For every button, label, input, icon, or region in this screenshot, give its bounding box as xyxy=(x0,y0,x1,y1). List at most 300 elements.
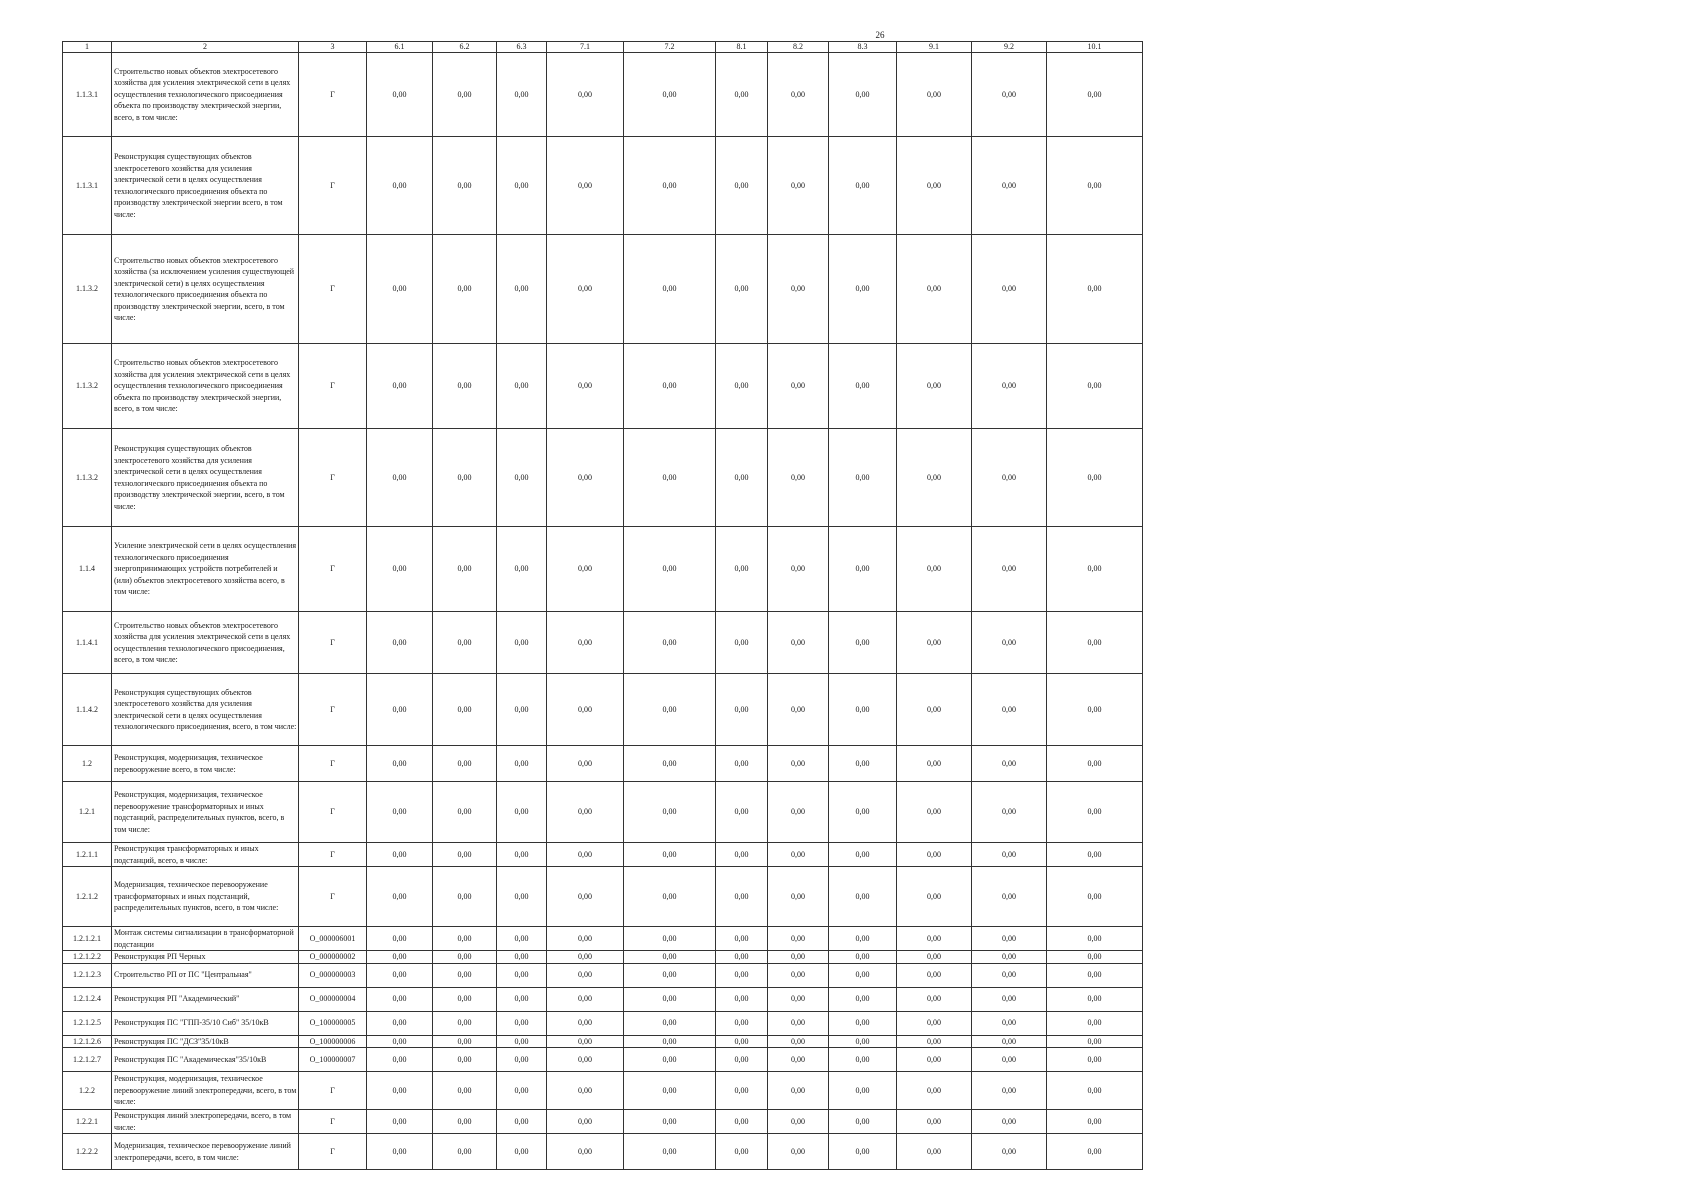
row-code-cell: 1.2.1.2 xyxy=(63,867,112,927)
row-value-cell: 0,00 xyxy=(497,927,547,951)
row-value-cell: 0,00 xyxy=(829,951,897,964)
row-code-cell: 1.1.4.2 xyxy=(63,674,112,746)
row-value-cell: 0,00 xyxy=(829,344,897,429)
row-value-cell: 0,00 xyxy=(497,53,547,137)
row-value-cell: 0,00 xyxy=(716,674,768,746)
row-value-cell: 0,00 xyxy=(716,527,768,612)
row-value-cell: 0,00 xyxy=(768,1048,829,1072)
row-value-cell: 0,00 xyxy=(547,674,624,746)
row-value-cell: 0,00 xyxy=(716,963,768,987)
row-value-cell: 0,00 xyxy=(433,235,497,344)
row-identifier-cell: Г xyxy=(299,235,367,344)
row-value-cell: 0,00 xyxy=(497,1072,547,1110)
row-value-cell: 0,00 xyxy=(768,1110,829,1134)
row-value-cell: 0,00 xyxy=(367,746,433,782)
row-code-cell: 1.1.4.1 xyxy=(63,612,112,674)
row-value-cell: 0,00 xyxy=(972,782,1047,843)
row-value-cell: 0,00 xyxy=(433,344,497,429)
row-value-cell: 0,00 xyxy=(497,867,547,927)
row-value-cell: 0,00 xyxy=(716,1110,768,1134)
row-value-cell: 0,00 xyxy=(497,674,547,746)
row-code-cell: 1.1.3.2 xyxy=(63,429,112,527)
row-value-cell: 0,00 xyxy=(433,429,497,527)
row-value-cell: 0,00 xyxy=(624,1035,716,1048)
row-identifier-cell: Г xyxy=(299,612,367,674)
row-code-cell: 1.2 xyxy=(63,746,112,782)
row-description-cell: Усиление электрической сети в целях осуществления технологического присоединения энергопринимающих устройств потребителей и (или) объектов электросетевого хозяйства всего, в том числе: xyxy=(112,527,299,612)
row-value-cell: 0,00 xyxy=(547,843,624,867)
table-row xyxy=(63,1110,1143,1134)
row-value-cell: 0,00 xyxy=(547,746,624,782)
row-value-cell: 0,00 xyxy=(768,1134,829,1170)
row-value-cell: 0,00 xyxy=(367,674,433,746)
row-value-cell: 0,00 xyxy=(1047,1048,1143,1072)
row-description-cell: Реконструкция существующих объектов электросетевого хозяйства для усиления электрической сети в целях осуществления технологического присоединения объекта по производству электрической энергии, всего, в том числе: xyxy=(112,429,299,527)
row-value-cell: 0,00 xyxy=(768,1011,829,1035)
row-value-cell: 0,00 xyxy=(547,53,624,137)
header-cell: 8.3 xyxy=(829,42,897,53)
row-value-cell: 0,00 xyxy=(624,429,716,527)
row-value-cell: 0,00 xyxy=(624,746,716,782)
row-value-cell: 0,00 xyxy=(768,429,829,527)
row-value-cell: 0,00 xyxy=(547,1011,624,1035)
row-code-cell: 1.2.1.2.5 xyxy=(63,1011,112,1035)
row-value-cell: 0,00 xyxy=(829,527,897,612)
header-cell: 10.1 xyxy=(1047,42,1143,53)
row-value-cell: 0,00 xyxy=(547,987,624,1011)
row-value-cell: 0,00 xyxy=(547,429,624,527)
row-value-cell: 0,00 xyxy=(716,53,768,137)
row-value-cell: 0,00 xyxy=(1047,927,1143,951)
row-identifier-cell: O_000000002 xyxy=(299,951,367,964)
row-code-cell: 1.2.1.1 xyxy=(63,843,112,867)
row-value-cell: 0,00 xyxy=(972,927,1047,951)
row-description-cell: Строительство новых объектов электросетевого хозяйства для усиления электрической сети в целях осуществления технологического присоединения, всего, в том числе: xyxy=(112,612,299,674)
row-value-cell: 0,00 xyxy=(972,1110,1047,1134)
row-description-cell: Реконструкция ПС "Академическая"35/10кВ xyxy=(112,1048,299,1072)
row-value-cell: 0,00 xyxy=(716,1035,768,1048)
row-description-cell: Реконструкция существующих объектов электросетевого хозяйства для усиления электрической сети в целях осуществления технологического присоединения, всего, в том числе: xyxy=(112,674,299,746)
row-value-cell: 0,00 xyxy=(897,53,972,137)
row-description-cell: Реконструкция, модернизация, техническое перевооружение трансформаторных и иных подстанций, распределительных пунктов, всего, в том числе: xyxy=(112,782,299,843)
row-value-cell: 0,00 xyxy=(716,137,768,235)
row-value-cell: 0,00 xyxy=(716,782,768,843)
row-value-cell: 0,00 xyxy=(897,235,972,344)
row-value-cell: 0,00 xyxy=(972,612,1047,674)
row-description-cell: Строительство РП от ПС "Центральная" xyxy=(112,963,299,987)
row-identifier-cell: O_000000003 xyxy=(299,963,367,987)
row-value-cell: 0,00 xyxy=(972,429,1047,527)
row-description-cell: Реконструкция трансформаторных и иных подстанций, всего, в числе: xyxy=(112,843,299,867)
row-code-cell: 1.2.1 xyxy=(63,782,112,843)
row-value-cell: 0,00 xyxy=(897,927,972,951)
row-value-cell: 0,00 xyxy=(1047,867,1143,927)
row-value-cell: 0,00 xyxy=(367,867,433,927)
row-value-cell: 0,00 xyxy=(716,843,768,867)
table-row xyxy=(63,843,1143,867)
row-value-cell: 0,00 xyxy=(972,1072,1047,1110)
row-value-cell: 0,00 xyxy=(367,1048,433,1072)
row-value-cell: 0,00 xyxy=(897,1048,972,1072)
row-value-cell: 0,00 xyxy=(497,1134,547,1170)
row-value-cell: 0,00 xyxy=(768,927,829,951)
table-row xyxy=(63,746,1143,782)
row-value-cell: 0,00 xyxy=(897,963,972,987)
row-identifier-cell: Г xyxy=(299,674,367,746)
row-value-cell: 0,00 xyxy=(547,527,624,612)
row-value-cell: 0,00 xyxy=(829,612,897,674)
row-value-cell: 0,00 xyxy=(1047,1072,1143,1110)
row-code-cell: 1.2.1.2.3 xyxy=(63,963,112,987)
row-value-cell: 0,00 xyxy=(497,235,547,344)
row-code-cell: 1.2.2 xyxy=(63,1072,112,1110)
row-value-cell: 0,00 xyxy=(829,53,897,137)
row-value-cell: 0,00 xyxy=(547,782,624,843)
row-value-cell: 0,00 xyxy=(547,1048,624,1072)
row-value-cell: 0,00 xyxy=(497,963,547,987)
header-cell: 6.2 xyxy=(433,42,497,53)
row-code-cell: 1.2.1.2.6 xyxy=(63,1035,112,1048)
row-value-cell: 0,00 xyxy=(1047,843,1143,867)
row-value-cell: 0,00 xyxy=(547,867,624,927)
row-identifier-cell: O_100000007 xyxy=(299,1048,367,1072)
row-value-cell: 0,00 xyxy=(367,782,433,843)
header-cell: 2 xyxy=(112,42,299,53)
row-code-cell: 1.1.3.1 xyxy=(63,53,112,137)
row-value-cell: 0,00 xyxy=(972,344,1047,429)
row-value-cell: 0,00 xyxy=(433,843,497,867)
row-value-cell: 0,00 xyxy=(972,1035,1047,1048)
row-value-cell: 0,00 xyxy=(897,527,972,612)
header-cell: 7.2 xyxy=(624,42,716,53)
row-value-cell: 0,00 xyxy=(624,137,716,235)
row-value-cell: 0,00 xyxy=(768,527,829,612)
row-value-cell: 0,00 xyxy=(367,344,433,429)
row-description-cell: Реконструкция линий электропередачи, всего, в том числе: xyxy=(112,1110,299,1134)
row-value-cell: 0,00 xyxy=(897,137,972,235)
row-value-cell: 0,00 xyxy=(1047,674,1143,746)
row-value-cell: 0,00 xyxy=(497,1110,547,1134)
row-value-cell: 0,00 xyxy=(624,1110,716,1134)
row-value-cell: 0,00 xyxy=(829,1072,897,1110)
row-identifier-cell: O_100000005 xyxy=(299,1011,367,1035)
row-value-cell: 0,00 xyxy=(829,235,897,344)
row-value-cell: 0,00 xyxy=(716,344,768,429)
row-description-cell: Реконструкция ПС "ДСЗ"35/10кВ xyxy=(112,1035,299,1048)
table-row xyxy=(63,987,1143,1011)
row-value-cell: 0,00 xyxy=(1047,53,1143,137)
row-description-cell: Модернизация, техническое перевооружение линий электропередачи, всего, в том числе: xyxy=(112,1134,299,1170)
row-description-cell: Реконструкция РП Черных xyxy=(112,951,299,964)
table-row xyxy=(63,927,1143,951)
row-value-cell: 0,00 xyxy=(897,1035,972,1048)
row-description-cell: Реконструкция существующих объектов электросетевого хозяйства для усиления электрической сети в целях осуществления технологического присоединения объекта по производству электрической энергии всего, в том числе: xyxy=(112,137,299,235)
table-row xyxy=(63,53,1143,137)
row-value-cell: 0,00 xyxy=(716,429,768,527)
row-value-cell: 0,00 xyxy=(624,951,716,964)
row-value-cell: 0,00 xyxy=(624,927,716,951)
investment-program-table xyxy=(62,41,1143,1170)
row-identifier-cell: Г xyxy=(299,137,367,235)
row-value-cell: 0,00 xyxy=(716,1134,768,1170)
row-value-cell: 0,00 xyxy=(972,843,1047,867)
row-value-cell: 0,00 xyxy=(367,53,433,137)
row-code-cell: 1.2.2.2 xyxy=(63,1134,112,1170)
row-value-cell: 0,00 xyxy=(1047,235,1143,344)
row-value-cell: 0,00 xyxy=(497,527,547,612)
row-code-cell: 1.2.1.2.1 xyxy=(63,927,112,951)
row-value-cell: 0,00 xyxy=(497,612,547,674)
row-value-cell: 0,00 xyxy=(367,963,433,987)
row-code-cell: 1.1.4 xyxy=(63,527,112,612)
row-value-cell: 0,00 xyxy=(433,137,497,235)
row-value-cell: 0,00 xyxy=(367,1110,433,1134)
row-description-cell: Модернизация, техническое перевооружение трансформаторных и иных подстанций, распределительных пунктов, всего, в том числе: xyxy=(112,867,299,927)
row-value-cell: 0,00 xyxy=(972,1134,1047,1170)
row-value-cell: 0,00 xyxy=(367,1011,433,1035)
row-value-cell: 0,00 xyxy=(972,674,1047,746)
row-value-cell: 0,00 xyxy=(367,1035,433,1048)
row-value-cell: 0,00 xyxy=(433,1134,497,1170)
table-row xyxy=(63,1134,1143,1170)
header-cell: 9.2 xyxy=(972,42,1047,53)
row-code-cell: 1.2.1.2.4 xyxy=(63,987,112,1011)
row-value-cell: 0,00 xyxy=(497,782,547,843)
row-value-cell: 0,00 xyxy=(433,746,497,782)
row-value-cell: 0,00 xyxy=(829,1110,897,1134)
row-value-cell: 0,00 xyxy=(716,951,768,964)
row-value-cell: 0,00 xyxy=(972,137,1047,235)
row-value-cell: 0,00 xyxy=(768,137,829,235)
row-value-cell: 0,00 xyxy=(624,235,716,344)
row-value-cell: 0,00 xyxy=(972,746,1047,782)
row-value-cell: 0,00 xyxy=(497,1035,547,1048)
row-value-cell: 0,00 xyxy=(1047,1011,1143,1035)
row-description-cell: Строительство новых объектов электросетевого хозяйства (за исключением усиления существующей электрической сети) в целях осуществления технологического присоединения объекта по производству электрической энергии, всего, в том числе: xyxy=(112,235,299,344)
row-description-cell: Реконструкция РП "Академический" xyxy=(112,987,299,1011)
row-value-cell: 0,00 xyxy=(433,782,497,843)
row-value-cell: 0,00 xyxy=(624,963,716,987)
row-value-cell: 0,00 xyxy=(972,987,1047,1011)
row-value-cell: 0,00 xyxy=(768,951,829,964)
row-value-cell: 0,00 xyxy=(716,1011,768,1035)
header-cell: 9.1 xyxy=(897,42,972,53)
row-value-cell: 0,00 xyxy=(367,1134,433,1170)
row-value-cell: 0,00 xyxy=(1047,1035,1143,1048)
row-identifier-cell: O_000006001 xyxy=(299,927,367,951)
header-cell: 6.1 xyxy=(367,42,433,53)
row-identifier-cell: Г xyxy=(299,1110,367,1134)
row-value-cell: 0,00 xyxy=(1047,963,1143,987)
row-value-cell: 0,00 xyxy=(624,612,716,674)
table-row xyxy=(63,612,1143,674)
row-value-cell: 0,00 xyxy=(367,612,433,674)
row-value-cell: 0,00 xyxy=(547,137,624,235)
row-value-cell: 0,00 xyxy=(624,53,716,137)
row-value-cell: 0,00 xyxy=(497,987,547,1011)
row-value-cell: 0,00 xyxy=(716,1072,768,1110)
row-value-cell: 0,00 xyxy=(897,1072,972,1110)
row-value-cell: 0,00 xyxy=(433,987,497,1011)
row-value-cell: 0,00 xyxy=(768,867,829,927)
row-value-cell: 0,00 xyxy=(547,951,624,964)
table-row xyxy=(63,1011,1143,1035)
row-value-cell: 0,00 xyxy=(624,344,716,429)
row-value-cell: 0,00 xyxy=(1047,137,1143,235)
row-identifier-cell: Г xyxy=(299,782,367,843)
row-value-cell: 0,00 xyxy=(624,1011,716,1035)
table-row xyxy=(63,527,1143,612)
row-value-cell: 0,00 xyxy=(433,963,497,987)
row-value-cell: 0,00 xyxy=(624,674,716,746)
row-value-cell: 0,00 xyxy=(829,1011,897,1035)
row-value-cell: 0,00 xyxy=(367,429,433,527)
row-value-cell: 0,00 xyxy=(768,782,829,843)
row-value-cell: 0,00 xyxy=(624,867,716,927)
row-value-cell: 0,00 xyxy=(1047,987,1143,1011)
row-value-cell: 0,00 xyxy=(433,1011,497,1035)
row-value-cell: 0,00 xyxy=(547,612,624,674)
row-identifier-cell: Г xyxy=(299,843,367,867)
row-value-cell: 0,00 xyxy=(624,527,716,612)
row-identifier-cell: Г xyxy=(299,429,367,527)
row-value-cell: 0,00 xyxy=(433,1072,497,1110)
row-value-cell: 0,00 xyxy=(829,867,897,927)
row-value-cell: 0,00 xyxy=(768,344,829,429)
row-value-cell: 0,00 xyxy=(547,927,624,951)
row-value-cell: 0,00 xyxy=(497,1011,547,1035)
row-value-cell: 0,00 xyxy=(897,843,972,867)
row-description-cell: Монтаж системы сигнализации в трансформаторной подстанции xyxy=(112,927,299,951)
row-value-cell: 0,00 xyxy=(829,674,897,746)
row-value-cell: 0,00 xyxy=(624,843,716,867)
row-value-cell: 0,00 xyxy=(716,235,768,344)
row-code-cell: 1.2.1.2.7 xyxy=(63,1048,112,1072)
row-value-cell: 0,00 xyxy=(768,235,829,344)
row-value-cell: 0,00 xyxy=(497,429,547,527)
row-value-cell: 0,00 xyxy=(768,674,829,746)
row-value-cell: 0,00 xyxy=(768,843,829,867)
row-value-cell: 0,00 xyxy=(972,1011,1047,1035)
row-value-cell: 0,00 xyxy=(716,987,768,1011)
row-value-cell: 0,00 xyxy=(768,1072,829,1110)
row-code-cell: 1.1.3.2 xyxy=(63,344,112,429)
table-row xyxy=(63,429,1143,527)
row-value-cell: 0,00 xyxy=(624,987,716,1011)
header-cell: 7.1 xyxy=(547,42,624,53)
row-value-cell: 0,00 xyxy=(716,1048,768,1072)
row-value-cell: 0,00 xyxy=(624,1134,716,1170)
row-identifier-cell: O_000000004 xyxy=(299,987,367,1011)
row-value-cell: 0,00 xyxy=(367,1072,433,1110)
table-row xyxy=(63,235,1143,344)
row-description-cell: Реконструкция, модернизация, техническое перевооружение всего, в том числе: xyxy=(112,746,299,782)
row-value-cell: 0,00 xyxy=(897,867,972,927)
row-value-cell: 0,00 xyxy=(433,951,497,964)
row-value-cell: 0,00 xyxy=(829,137,897,235)
row-value-cell: 0,00 xyxy=(433,1048,497,1072)
row-value-cell: 0,00 xyxy=(1047,951,1143,964)
row-value-cell: 0,00 xyxy=(367,951,433,964)
row-identifier-cell: Г xyxy=(299,344,367,429)
row-value-cell: 0,00 xyxy=(768,963,829,987)
row-value-cell: 0,00 xyxy=(829,1035,897,1048)
column-number-row xyxy=(63,42,1143,53)
row-value-cell: 0,00 xyxy=(768,746,829,782)
row-value-cell: 0,00 xyxy=(367,137,433,235)
row-identifier-cell: Г xyxy=(299,746,367,782)
row-value-cell: 0,00 xyxy=(433,927,497,951)
row-value-cell: 0,00 xyxy=(972,963,1047,987)
row-value-cell: 0,00 xyxy=(897,746,972,782)
row-value-cell: 0,00 xyxy=(768,612,829,674)
row-value-cell: 0,00 xyxy=(972,1048,1047,1072)
row-value-cell: 0,00 xyxy=(547,963,624,987)
header-cell: 8.1 xyxy=(716,42,768,53)
row-value-cell: 0,00 xyxy=(497,843,547,867)
row-code-cell: 1.1.3.1 xyxy=(63,137,112,235)
row-value-cell: 0,00 xyxy=(768,53,829,137)
row-value-cell: 0,00 xyxy=(547,1134,624,1170)
row-value-cell: 0,00 xyxy=(547,235,624,344)
header-cell: 6.3 xyxy=(497,42,547,53)
row-value-cell: 0,00 xyxy=(433,1110,497,1134)
row-value-cell: 0,00 xyxy=(624,1072,716,1110)
row-value-cell: 0,00 xyxy=(897,344,972,429)
row-identifier-cell: Г xyxy=(299,1072,367,1110)
row-value-cell: 0,00 xyxy=(897,674,972,746)
row-description-cell: Реконструкция, модернизация, техническое перевооружение линий электропередачи, всего, в том числе: xyxy=(112,1072,299,1110)
row-value-cell: 0,00 xyxy=(897,612,972,674)
row-value-cell: 0,00 xyxy=(829,963,897,987)
row-value-cell: 0,00 xyxy=(972,867,1047,927)
row-value-cell: 0,00 xyxy=(897,1011,972,1035)
row-value-cell: 0,00 xyxy=(367,235,433,344)
row-value-cell: 0,00 xyxy=(897,951,972,964)
row-value-cell: 0,00 xyxy=(1047,612,1143,674)
row-identifier-cell: O_100000006 xyxy=(299,1035,367,1048)
table-row xyxy=(63,137,1143,235)
row-value-cell: 0,00 xyxy=(897,1134,972,1170)
row-value-cell: 0,00 xyxy=(829,1134,897,1170)
row-code-cell: 1.2.2.1 xyxy=(63,1110,112,1134)
row-value-cell: 0,00 xyxy=(367,987,433,1011)
row-description-cell: Строительство новых объектов электросетевого хозяйства для усиления электрической сети в целях осуществления технологического присоединения объекта по производству электрической энергии, всего, в том числе: xyxy=(112,344,299,429)
row-value-cell: 0,00 xyxy=(829,843,897,867)
table-row xyxy=(63,782,1143,843)
row-value-cell: 0,00 xyxy=(829,987,897,1011)
row-value-cell: 0,00 xyxy=(716,867,768,927)
row-value-cell: 0,00 xyxy=(897,429,972,527)
row-value-cell: 0,00 xyxy=(1047,527,1143,612)
row-value-cell: 0,00 xyxy=(972,235,1047,344)
row-value-cell: 0,00 xyxy=(547,1110,624,1134)
row-value-cell: 0,00 xyxy=(497,1048,547,1072)
header-cell: 8.2 xyxy=(768,42,829,53)
table-row xyxy=(63,867,1143,927)
row-value-cell: 0,00 xyxy=(972,53,1047,137)
row-value-cell: 0,00 xyxy=(972,527,1047,612)
table-row xyxy=(63,963,1143,987)
row-code-cell: 1.2.1.2.2 xyxy=(63,951,112,964)
row-value-cell: 0,00 xyxy=(897,987,972,1011)
row-value-cell: 0,00 xyxy=(829,927,897,951)
row-identifier-cell: Г xyxy=(299,53,367,137)
row-value-cell: 0,00 xyxy=(433,53,497,137)
row-description-cell: Строительство новых объектов электросетевого хозяйства для усиления электрической сети в целях осуществления технологического присоединения объекта по производству электрической энергии, всего, в том числе: xyxy=(112,53,299,137)
row-description-cell: Реконструкция ПС "ГПП-35/10 Сиб" 35/10кВ xyxy=(112,1011,299,1035)
row-value-cell: 0,00 xyxy=(433,674,497,746)
